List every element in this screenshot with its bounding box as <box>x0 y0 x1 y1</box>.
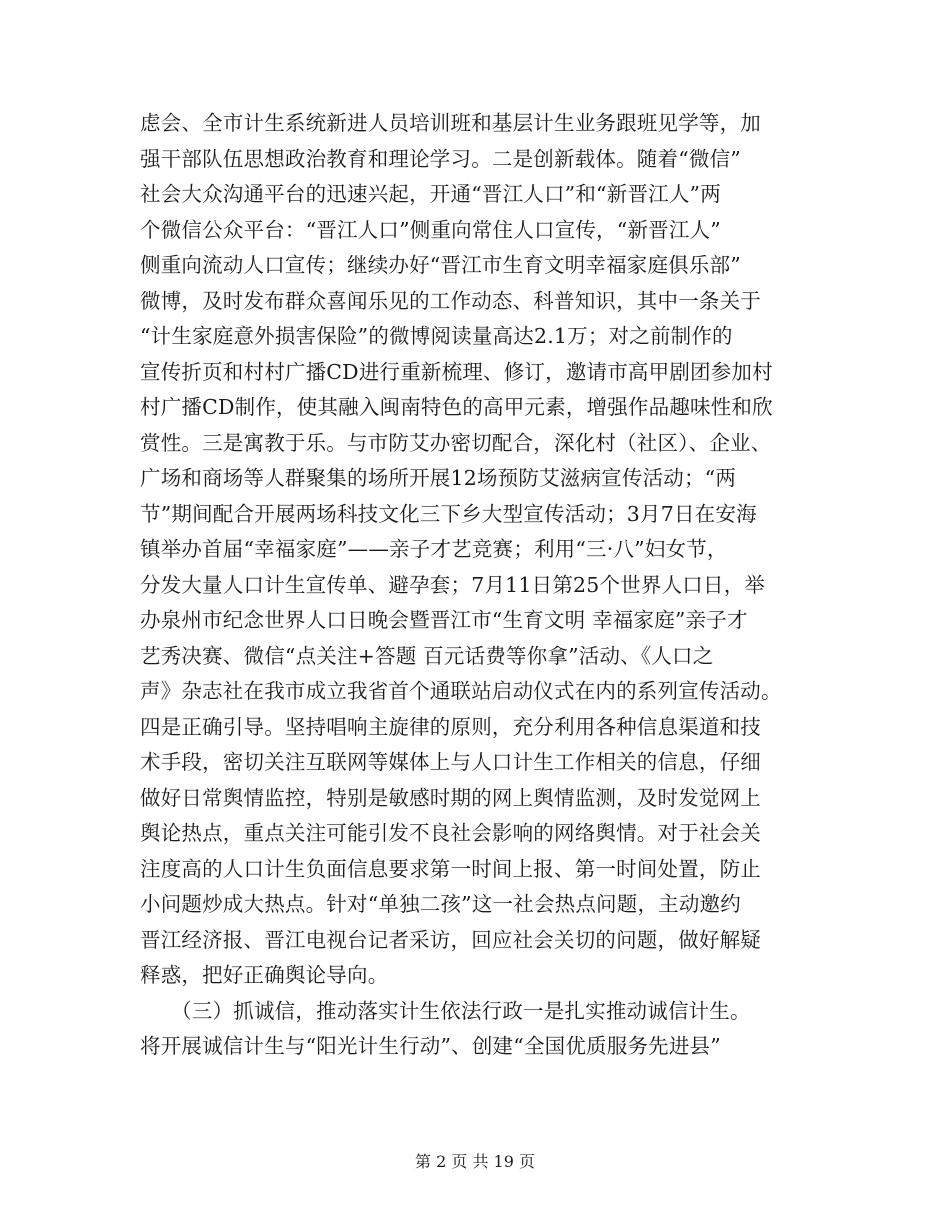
text-line: 强干部队伍思想政治教育和理论学习。二是创新载体。随着“微信” <box>140 146 741 171</box>
text-line: 侧重向流动人口宣传；继续办好“晋江市生育文明幸福家庭俱乐部” <box>140 253 741 277</box>
text-line: （三）抓诚信，推动落实计生依法行政一是扎实推动诚信计生。 <box>140 998 751 1023</box>
text-line: 做好日常舆情监控，特别是敏感时期的网上舆情监测，及时发觉网上 <box>140 785 761 810</box>
text-line: 声》杂志社在我市成立我省首个通联站启动仪式在内的系列宣传活动。 <box>140 679 782 703</box>
text-line: 释惑，把好正确舆论导向。 <box>140 963 389 987</box>
text-line: 宣传折页和村村广播CD进行重新梳理、修订，邀请市高甲剧团参加村 <box>140 359 773 384</box>
text-line: 小问题炒成大热点。针对“单独二孩”这一社会热点问题，主动邀约 <box>140 892 741 916</box>
page-footer: 第 2 页 共 19 页 <box>415 1152 535 1171</box>
text-line: 节”期间配合开展两场科技文化三下乡大型宣传活动；3月7日在安海 <box>140 501 757 526</box>
text-line: 舆论热点，重点关注可能引发不良社会影响的网络舆情。对于社会关 <box>140 821 761 845</box>
text-line: 镇举办首届“幸福家庭”——亲子才艺竞赛；利用“三·八”妇女节， <box>140 537 728 561</box>
text-line: “计生家庭意外损害保险”的微博阅读量高达2.1万；对之前制作的 <box>140 324 733 348</box>
text-line: 微博，及时发布群众喜闻乐见的工作动态、科普知识，其中一条关于 <box>140 288 761 313</box>
text-line: 办泉州市纪念世界人口日晚会暨晋江市“生育文明 幸福家庭”亲子才 <box>140 608 748 632</box>
text-line: 艺秀决赛、微信“点关注+答题 百元话费等你拿”活动、《人口之 <box>140 643 714 668</box>
text-line: 村广播CD制作，使其融入闽南特色的高甲元素，增强作品趣味性和欣 <box>140 395 773 419</box>
text-line: 个微信公众平台：“晋江人口”侧重向常住人口宣传，“新晋江人” <box>140 217 721 242</box>
document-body <box>140 106 830 1065</box>
text-line: 晋江经济报、晋江电视台记者采访，回应社会关切的问题，做好解疑 <box>140 927 761 952</box>
text-line: 分发大量人口计生宣传单、避孕套；7月11日第25个世界人口日，举 <box>140 572 766 597</box>
text-line: 将开展诚信计生与“阳光计生行动”、创建“全国优质服务先进县” <box>140 1034 721 1058</box>
text-line: 注度高的人口计生负面信息要求第一时间上报、第一时间处置，防止 <box>140 856 761 881</box>
text-line: 虑会、全市计生系统新进人员培训班和基层计生业务跟班见学等，加 <box>140 111 761 135</box>
text-line: 术手段，密切关注互联网等媒体上与人口计生工作相关的信息，仔细 <box>140 750 761 774</box>
text-line: 社会大众沟通平台的迅速兴起，开通“晋江人口”和“新晋江人”两 <box>140 182 721 206</box>
text-line: 广场和商场等人群聚集的场所开展12场预防艾滋病宣传活动；“两 <box>140 466 737 490</box>
text-line: 四是正确引导。坚持唱响主旋律的原则，充分利用各种信息渠道和技 <box>140 714 761 739</box>
text-line: 赏性。三是寓教于乐。与市防艾办密切配合，深化村（社区）、企业、 <box>140 430 772 455</box>
